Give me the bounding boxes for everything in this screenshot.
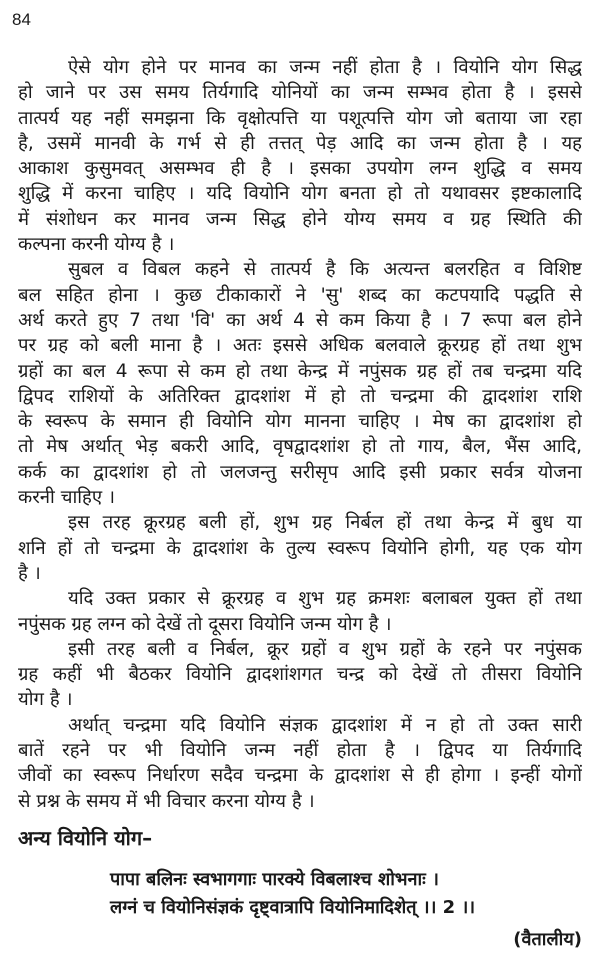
- text-line: ग्रह कहीं भी बैठकर वियोनि द्वादशांशगत चन्द्र को देखें तो तीसरा वियोनि: [18, 664, 582, 686]
- text-line: शनि हों तो चन्द्रमा के द्वादशांश के तुल्य स्वरूप वियोनि होगी, यह एक योग: [18, 537, 582, 559]
- text-line: तात्पर्य यह नहीं समझना कि वृक्षोत्पत्ति या पशूत्पत्ति योग जो बताया जा रहा: [18, 107, 582, 129]
- paragraph: [18, 713, 582, 814]
- text-line: अर्थात् चन्द्रमा यदि वियोनि संज्ञक द्वादशांश में न हो तो उक्त सारी: [68, 714, 582, 736]
- text-line: यदि उक्त प्रकार से क्रूरग्रह व शुभ ग्रह क्रमशः बलाबल युक्त हों तथा: [68, 588, 582, 610]
- text-line: ऐसे योग होने पर मानव का जन्म नहीं होता है । वियोनि योग सिद्ध: [68, 57, 582, 78]
- text-line: से प्रश्न के समय में भी विचार करना योग्य है ।: [18, 790, 315, 812]
- text-line: कल्पना करनी योग्य है ।: [18, 234, 175, 256]
- paragraph: [18, 257, 582, 510]
- text-line: इस तरह क्रूरग्रह बली हों, शुभ ग्रह निर्बल हों तथा केन्द्र में बुध या: [68, 512, 582, 534]
- text-line: बल सहित होना । कुछ टीकाकारों ने 'सु' शब्द का कटपयादि पद्धति से: [18, 284, 582, 306]
- text-line: इसी तरह बली व निर्बल, क्रूर ग्रहों व शुभ ग्रहों के रहने पर नपुंसक: [68, 638, 582, 660]
- paragraph: [18, 637, 582, 713]
- text-line: शुद्धि में करना चाहिए । यदि वियोनि योग बनता हो तो यथावसर इष्टकालादि: [18, 183, 582, 205]
- text-line: के स्वरूप के समान ही वियोनि योग मानना चाहिए । मेष का द्वादशांश हो: [18, 411, 582, 433]
- paragraph: [18, 586, 582, 637]
- verse-line: लग्नं च वियोनिसंज्ञकं दृष्ट्वात्रापि वियोनिमादिशेत् ।। 2 ।।: [110, 897, 476, 918]
- paragraph: [18, 510, 582, 586]
- text-line: आकाश कुसुमवत् असम्भव ही है । इसका उपयोग लग्न शुद्धि व समय: [18, 158, 582, 180]
- text-line: है, उसमें मानवी के गर्भ से ही तत्तत् पेड़ आदि का जन्म होता है । यह: [18, 132, 582, 154]
- text-line: तो मेष अर्थात् भेड़ बकरी आदि, वृषद्वादशांश हो तो गाय, बैल, भैंस आदि,: [18, 436, 582, 458]
- text-line: हो जाने पर उस समय तिर्यगादि योनियों का जन्म सम्भव होता है । इससे: [18, 82, 582, 104]
- text-line: योग है ।: [18, 689, 73, 711]
- text-line: है ।: [18, 562, 41, 584]
- text-line: कर्क का द्वादशांश हो तो जलजन्तु सरीसृप आदि इसी प्रकार सर्वत्र योजना: [18, 461, 582, 483]
- meter-name: (वैतालीय): [513, 929, 582, 950]
- paragraph: [18, 55, 582, 257]
- section-heading: अन्य वियोनि योग–: [18, 826, 153, 850]
- body-text: [18, 55, 582, 814]
- text-line: में संशोधन कर मानव जन्म सिद्ध होने योग्य समय व ग्रह स्थिति की: [18, 208, 582, 230]
- text-line: सुबल व विबल कहने से तात्पर्य है कि अत्यन्त बलरहित व विशिष्ट: [68, 259, 582, 281]
- verse-line: पापा बलिनः स्वभागगाः पारक्ये विबलाश्च शोभनाः ।: [110, 869, 439, 890]
- text-line: पर ग्रह को बली माना है । अतः इससे अधिक बलवाले क्रूरग्रह हों तथा शुभ: [18, 335, 582, 357]
- text-line: ग्रहों का बल 4 रूपा से कम हो तथा केन्द्र में नपुंसक ग्रह हों तब चन्द्रमा यदि: [18, 360, 582, 382]
- text-line: नपुंसक ग्रह लग्न को देखें तो दूसरा वियोनि जन्म योग है ।: [18, 613, 392, 635]
- text-line: जीवों का स्वरूप निर्धारण सदैव चन्द्रमा के द्वादशांश से ही होगा । इन्हीं योगों: [18, 765, 582, 787]
- text-line: बातें रहने पर भी वियोनि जन्म नहीं होता है । द्विपद या तिर्यगादि: [18, 740, 582, 762]
- text-line: द्विपद राशियों के अतिरिक्त द्वादशांश में हो तो चन्द्रमा की द्वादशांश राशि: [18, 385, 582, 407]
- text-line: करनी चाहिए ।: [18, 487, 115, 509]
- page-number: 84: [12, 10, 31, 29]
- text-line: अर्थ करते हुए 7 तथा 'वि' का अर्थ 4 से कम किया है । 7 रूपा बल होने: [18, 309, 582, 331]
